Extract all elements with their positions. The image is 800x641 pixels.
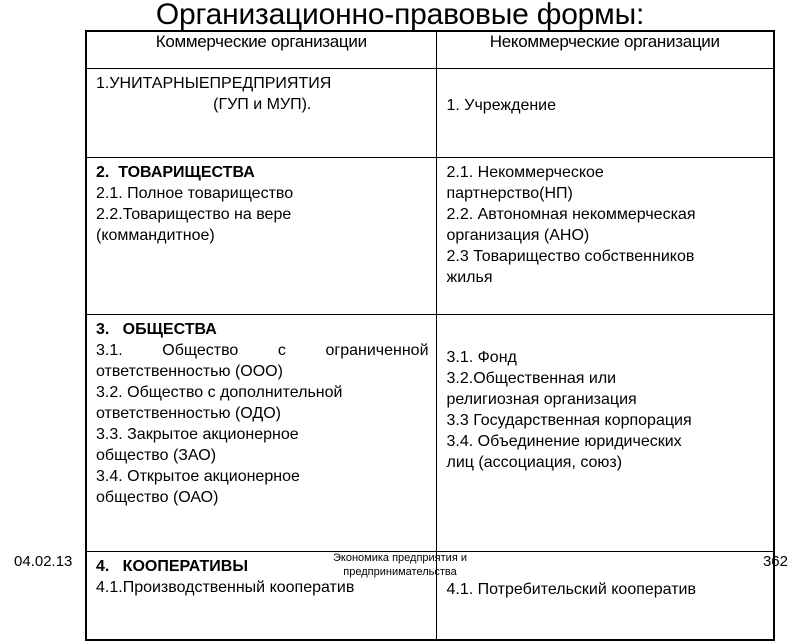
text-line: (ГУП и МУП). [213, 96, 312, 113]
table-header-row [86, 31, 774, 69]
table-row [86, 69, 774, 158]
text-line: 3.2. Общество с дополнительной [96, 384, 343, 401]
text-line: 3.2.Общественная или [446, 370, 617, 387]
text-line: 2.1. Некоммерческое [446, 164, 604, 181]
cell-noncommercial-institution [436, 69, 774, 158]
page-title: Организационно-правовые формы: [155, 0, 645, 31]
text-line: 3.1. Общество с ограниченной [96, 342, 429, 359]
footer-page-number: 362 [762, 553, 788, 570]
text-line: 4.1. Потребительский кооператив [446, 581, 696, 598]
table-row [86, 158, 774, 315]
text-line: 3.4. Объединение юридических [446, 433, 682, 450]
text-line: лиц (ассоциация, союз) [446, 454, 623, 471]
text-line: общество (ОАО) [96, 489, 219, 506]
footer-center-line-2: предпринимательства [343, 566, 457, 578]
column-header-commercial: Коммерческие организации [86, 31, 436, 69]
text-line: ответственностью (ООО) [96, 363, 283, 380]
text-line: 3.4. Открытое акционерное [96, 468, 300, 485]
text-line: 3.3 Государственная корпорация [446, 412, 692, 429]
cell-commercial-partnerships [86, 158, 436, 315]
footer-date: 04.02.13 [14, 553, 73, 570]
text-line: 2.2. Автономная некоммерческая [446, 206, 696, 223]
text-line: организация (АНО) [446, 227, 590, 244]
text-line: 1. Учреждение [446, 97, 557, 114]
column-header-noncommercial: Некоммерческие организации [436, 31, 774, 69]
footer-center-text [0, 551, 800, 579]
footer-center-line-1: Экономика предприятия и [333, 552, 467, 564]
text-line: религиозная организация [446, 391, 637, 408]
text-line: 3.3. Закрытое акционерное [96, 426, 299, 443]
table-row [86, 315, 774, 552]
text-line-heading: 4. КООПЕРАТИВЫ [96, 558, 249, 575]
text-line: 1.УНИТАРНЫЕПРЕДПРИЯТИЯ [96, 75, 332, 92]
text-line: партнерство(НП) [446, 185, 573, 202]
text-line: 3.1. Фонд [446, 349, 517, 366]
text-line: жилья [446, 269, 493, 286]
text-line-heading: 3. ОБЩЕСТВА [96, 321, 217, 338]
text-line: общество (ЗАО) [96, 447, 217, 464]
org-forms-table [85, 30, 775, 641]
text-line: ответственностью (ОДО) [96, 405, 281, 422]
text-line-heading: 2. ТОВАРИЩЕСТВА [96, 164, 255, 181]
cell-commercial-unitary [86, 69, 436, 158]
cell-commercial-companies [86, 315, 436, 552]
text-line: (коммандитное) [96, 227, 215, 244]
text-line: 2.1. Полное товарищество [96, 185, 294, 202]
text-line: 4.1.Производственный кооператив [96, 579, 355, 596]
text-line: 2.2.Товарищество на вере [96, 206, 292, 223]
text-line: 2.3 Товарищество собственников [446, 248, 695, 265]
cell-noncommercial-funds [436, 315, 774, 552]
cell-noncommercial-partnerships [436, 158, 774, 315]
